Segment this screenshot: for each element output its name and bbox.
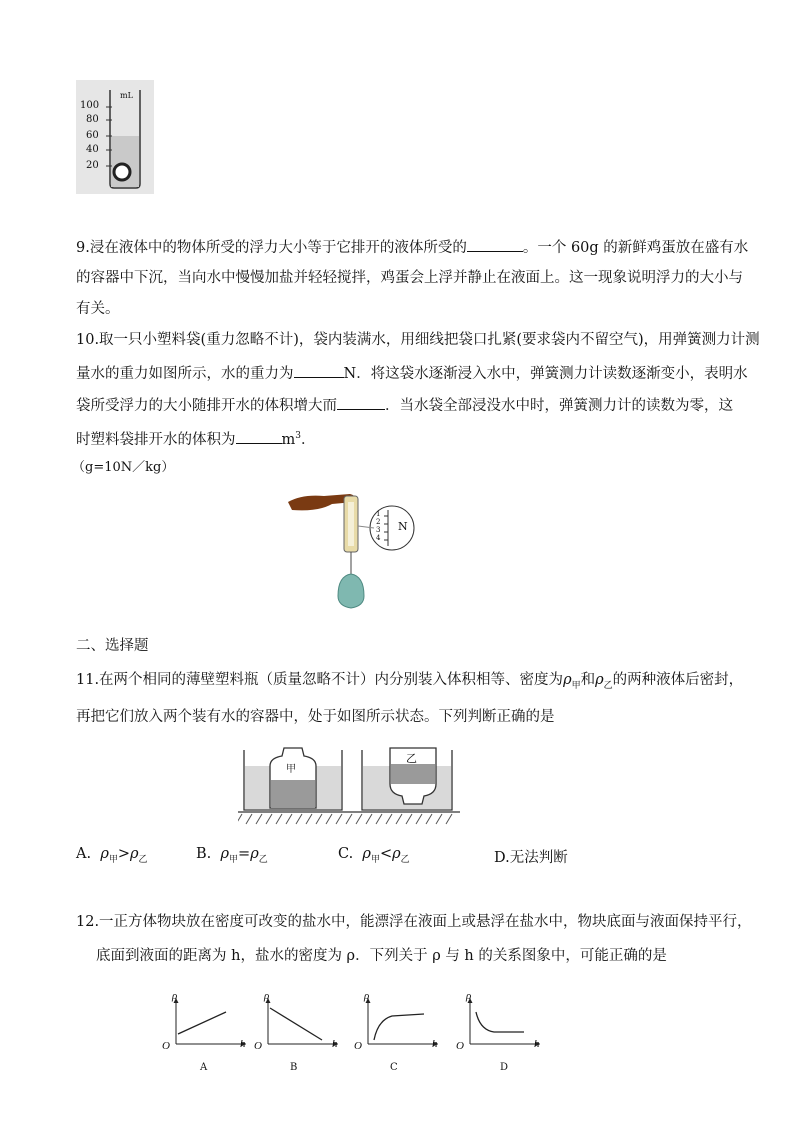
graph-b[interactable]	[252, 992, 342, 1076]
graph-d[interactable]	[454, 992, 544, 1076]
cylinder-tick-label: 40	[86, 144, 99, 155]
option-text: 无法判断	[509, 850, 568, 866]
rho-symbol: ρ	[362, 846, 371, 862]
subscript-yi: 乙	[138, 854, 148, 865]
graph-label: D	[500, 1062, 509, 1073]
option-letter: D.	[494, 850, 510, 866]
cylinder-unit-label: mL	[120, 91, 133, 100]
bottle-label-yi: 乙	[406, 752, 417, 765]
rho-symbol: ρ	[100, 846, 109, 862]
q9-line-1	[76, 237, 748, 258]
graph-axis-y: ρ	[264, 990, 270, 1002]
graph-axis-x: h	[240, 1038, 246, 1050]
q10-text-d: ．当水袋全部浸没水中时，弹簧测力计的读数为零，这	[385, 398, 733, 414]
q10-line-4	[76, 426, 315, 450]
graph-axis-y: ρ	[364, 990, 370, 1002]
subscript-yi: 乙	[400, 854, 410, 865]
graph-axis-x: h	[332, 1038, 338, 1050]
option-letter: A.	[76, 846, 92, 862]
q9-blank-1	[467, 237, 523, 252]
graph-origin: O	[254, 1040, 262, 1052]
q9-line-2: 的容器中下沉，当向水中慢慢加盐并轻轻搅拌，鸡蛋会上浮并静止在液面上。这一现象说明浮力的大小与	[76, 270, 743, 286]
q10-text-e: 时塑料袋排开水的体积为	[76, 431, 236, 448]
q11-line-2: 再把它们放入两个装有水的容器中，处于如图所示状态。下列判断正确的是	[76, 709, 555, 725]
rho-symbol: ρ	[392, 846, 401, 862]
section-title: 二、选择题	[76, 638, 149, 654]
q11-line-1	[76, 670, 743, 696]
q10-unit-sup: 3	[295, 431, 301, 441]
graph-axis-x: h	[534, 1038, 540, 1050]
q10-text-c: 袋所受浮力的大小随排开水的体积增大而	[76, 398, 337, 414]
graph-axis-y: ρ	[172, 990, 178, 1002]
rho-symbol: ρ	[220, 846, 230, 862]
q10-note: （g=10N／kg）	[72, 460, 175, 475]
q9-text-b: 。一个 60g 的新鲜鸡蛋放在盛有水	[522, 240, 749, 256]
option-b[interactable]	[196, 846, 268, 865]
option-d[interactable]	[494, 846, 568, 867]
subscript-jia: 甲	[370, 854, 380, 865]
scale-label: 1	[376, 510, 381, 518]
q10-text-b: N．将这袋水逐渐浸入水中，弹簧测力计读数逐渐变小，表明水	[343, 366, 748, 382]
spring-scale-figure	[288, 488, 416, 618]
q11-text-b: 的两种液体后密封，	[612, 672, 744, 688]
graph-axis-y: ρ	[466, 990, 472, 1002]
q10-blank-3	[236, 429, 282, 444]
cylinder-tick-label: 100	[80, 100, 100, 111]
option-c[interactable]	[338, 846, 410, 865]
rho-symbol: ρ	[250, 846, 259, 862]
option-operator: <	[379, 846, 393, 862]
option-operator: =	[238, 846, 251, 862]
bottles-drawing	[238, 740, 460, 828]
graph-label: B	[290, 1062, 298, 1073]
cylinder-tick-label: 80	[86, 114, 99, 125]
q12-line-1: 12.一正方体物块放在密度可改变的盐水中，能漂浮在液面上或悬浮在盐水中，物块底面与液面保持平行，	[76, 914, 752, 930]
q10-line-3	[76, 395, 733, 416]
q10-text-a: 量水的重力如图所示，水的重力为	[76, 366, 294, 382]
scale-label: 3	[376, 526, 381, 534]
bottle-label-jia: 甲	[286, 764, 296, 775]
graph-origin: O	[354, 1040, 362, 1052]
graph-origin: O	[456, 1040, 464, 1052]
graph-label: C	[390, 1062, 398, 1073]
graph-label: A	[200, 1062, 208, 1073]
scale-unit-label: N	[398, 520, 408, 533]
graph-a[interactable]	[160, 992, 250, 1076]
bottles-figure	[238, 740, 460, 828]
scale-label: 2	[376, 518, 381, 526]
rho-symbol: ρ	[595, 672, 604, 688]
q10-line-2	[76, 363, 748, 384]
graph-axis-x: h	[432, 1038, 438, 1050]
graph-origin: O	[162, 1040, 170, 1052]
subscript-yi: 乙	[258, 854, 268, 865]
q9-text-a: 9.浸在液体中的物体所受的浮力大小等于它排开的液体所受的	[76, 240, 467, 256]
q11-text-a: 11.在两个相同的薄壁塑料瓶（质量忽略不计）内分别装入体积相等、密度为	[76, 672, 564, 688]
scale-label: 4	[376, 534, 381, 542]
option-a[interactable]	[76, 846, 148, 865]
q10-end: ．	[300, 431, 316, 448]
q9-line-3: 有关。	[76, 301, 120, 317]
option-operator: >	[117, 846, 131, 862]
cylinder-tick-label: 60	[86, 130, 99, 141]
q10-unit: m	[281, 431, 296, 448]
q11-and: 和	[580, 672, 596, 688]
graph-c[interactable]	[352, 992, 442, 1076]
option-letter: C.	[338, 846, 354, 862]
q10-blank-2	[337, 395, 385, 410]
q10-line-1: 10.取一只小塑料袋(重力忽略不计)，袋内装满水，用细线把袋口扎紧(要求袋内不留空气)，用弹簧测力计测	[76, 332, 760, 348]
rho-symbol: ρ	[130, 846, 139, 862]
option-letter: B.	[196, 846, 212, 862]
rho-symbol: ρ	[563, 672, 572, 688]
q10-blank-1	[294, 363, 344, 378]
spring-scale-drawing	[288, 488, 416, 618]
subscript-yi: 乙	[603, 680, 613, 691]
subscript-jia: 甲	[571, 680, 581, 691]
graduated-cylinder-figure	[76, 80, 154, 194]
q12-line-2: 底面到液面的距离为 h，盐水的密度为 ρ．下列关于 ρ 与 h 的关系图象中，可能正确的是	[96, 948, 667, 964]
subscript-jia: 甲	[229, 854, 239, 865]
cylinder-tick-label: 20	[86, 160, 99, 171]
subscript-jia: 甲	[108, 854, 118, 865]
